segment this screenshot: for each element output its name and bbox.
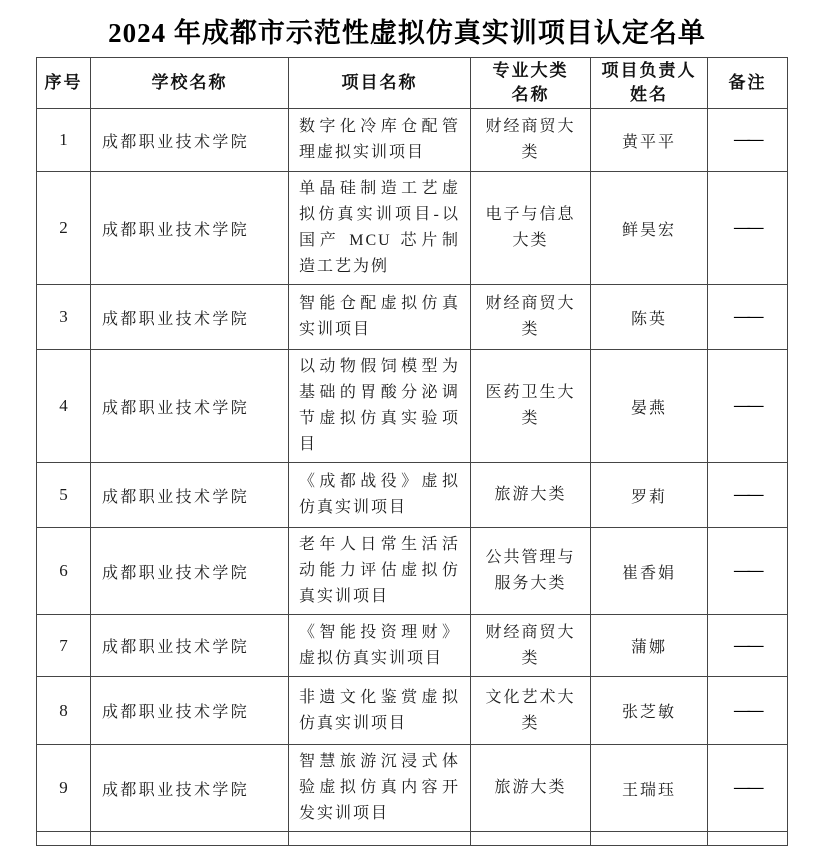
table-row: [37, 285, 788, 350]
remark-dash: ——: [734, 219, 761, 236]
remark-dash: ——: [734, 486, 761, 503]
cell-empty: [708, 832, 788, 846]
cell-project: 智能仓配虚拟仿真实训项目: [289, 285, 471, 350]
cell-leader: 张芝敏: [591, 677, 708, 745]
cell-remark: [708, 463, 788, 528]
cell-category: 财经商贸大类: [471, 615, 591, 677]
remark-dash: ——: [734, 779, 761, 796]
cell-project: 老年人日常生活活动能力评估虚拟仿真实训项目: [289, 528, 471, 615]
col-header-project: 项目名称: [289, 58, 471, 109]
table-row-partial: [37, 832, 788, 846]
cell-no: 1: [37, 109, 91, 172]
cell-no: 4: [37, 350, 91, 463]
cell-category: 财经商贸大类: [471, 285, 591, 350]
table-row: [37, 615, 788, 677]
cell-empty: [289, 832, 471, 846]
cell-empty: [37, 832, 91, 846]
col-header-leader: 项目负责人 姓名: [591, 58, 708, 109]
cell-project: 非遗文化鉴赏虚拟仿真实训项目: [289, 677, 471, 745]
col-header-no: 序号: [37, 58, 91, 109]
cell-no: 5: [37, 463, 91, 528]
cell-leader: 鲜昊宏: [591, 172, 708, 285]
cell-category: 财经商贸大类: [471, 109, 591, 172]
cell-school: 成都职业技术学院: [91, 285, 289, 350]
cell-school: 成都职业技术学院: [91, 463, 289, 528]
cell-school: 成都职业技术学院: [91, 350, 289, 463]
cell-no: 6: [37, 528, 91, 615]
cell-empty: [471, 832, 591, 846]
cell-no: 3: [37, 285, 91, 350]
cell-school: 成都职业技术学院: [91, 677, 289, 745]
cell-category: 医药卫生大类: [471, 350, 591, 463]
table-row: [37, 528, 788, 615]
cell-remark: [708, 677, 788, 745]
cell-school: 成都职业技术学院: [91, 172, 289, 285]
cell-category: 电子与信息大类: [471, 172, 591, 285]
cell-category: 旅游大类: [471, 745, 591, 832]
table-body: [37, 109, 788, 846]
cell-project: 智慧旅游沉浸式体验虚拟仿真内容开发实训项目: [289, 745, 471, 832]
cell-leader: 蒲娜: [591, 615, 708, 677]
cell-school: 成都职业技术学院: [91, 528, 289, 615]
table-row: [37, 745, 788, 832]
cell-category: 公共管理与服务大类: [471, 528, 591, 615]
cell-leader: 陈英: [591, 285, 708, 350]
cell-category: 旅游大类: [471, 463, 591, 528]
col-header-category: 专业大类 名称: [471, 58, 591, 109]
cell-school: 成都职业技术学院: [91, 109, 289, 172]
cell-no: 7: [37, 615, 91, 677]
col-header-remark: 备注: [708, 58, 788, 109]
project-roster-table: [36, 57, 788, 846]
cell-school: 成都职业技术学院: [91, 745, 289, 832]
cell-school: 成都职业技术学院: [91, 615, 289, 677]
cell-remark: [708, 615, 788, 677]
table-row: [37, 677, 788, 745]
table-row: [37, 350, 788, 463]
remark-dash: ——: [734, 636, 761, 654]
cell-remark: [708, 285, 788, 350]
table-row: [37, 463, 788, 528]
cell-leader: 王瑞珏: [591, 745, 708, 832]
cell-leader: 罗莉: [591, 463, 708, 528]
cell-remark: [708, 109, 788, 172]
cell-empty: [91, 832, 289, 846]
cell-project: 单晶硅制造工艺虚拟仿真实训项目-以国产 MCU 芯片制造工艺为例: [289, 172, 471, 285]
cell-category: 文化艺术大类: [471, 677, 591, 745]
cell-leader: 崔香娟: [591, 528, 708, 615]
table-row: [37, 109, 788, 172]
table-header: [37, 58, 788, 109]
cell-leader: 黄平平: [591, 109, 708, 172]
cell-no: 2: [37, 172, 91, 285]
remark-dash: ——: [734, 131, 761, 148]
remark-dash: ——: [734, 562, 761, 579]
cell-remark: [708, 172, 788, 285]
remark-dash: ——: [734, 701, 761, 719]
cell-remark: [708, 350, 788, 463]
cell-project: 数字化冷库仓配管理虚拟实训项目: [289, 109, 471, 172]
cell-project: 《成都战役》虚拟仿真实训项目: [289, 463, 471, 528]
header-row: [37, 58, 788, 109]
cell-leader: 晏燕: [591, 350, 708, 463]
col-header-school: 学校名称: [91, 58, 289, 109]
cell-no: 9: [37, 745, 91, 832]
remark-dash: ——: [734, 397, 761, 414]
remark-dash: ——: [734, 308, 761, 325]
cell-empty: [591, 832, 708, 846]
cell-project: 以动物假饲模型为基础的胃酸分泌调节虚拟仿真实验项目: [289, 350, 471, 463]
table-row: [37, 172, 788, 285]
cell-project: 《智能投资理财》虚拟仿真实训项目: [289, 615, 471, 677]
page-title: 2024 年成都市示范性虚拟仿真实训项目认定名单: [108, 18, 706, 48]
cell-no: 8: [37, 677, 91, 745]
cell-remark: [708, 528, 788, 615]
cell-remark: [708, 745, 788, 832]
